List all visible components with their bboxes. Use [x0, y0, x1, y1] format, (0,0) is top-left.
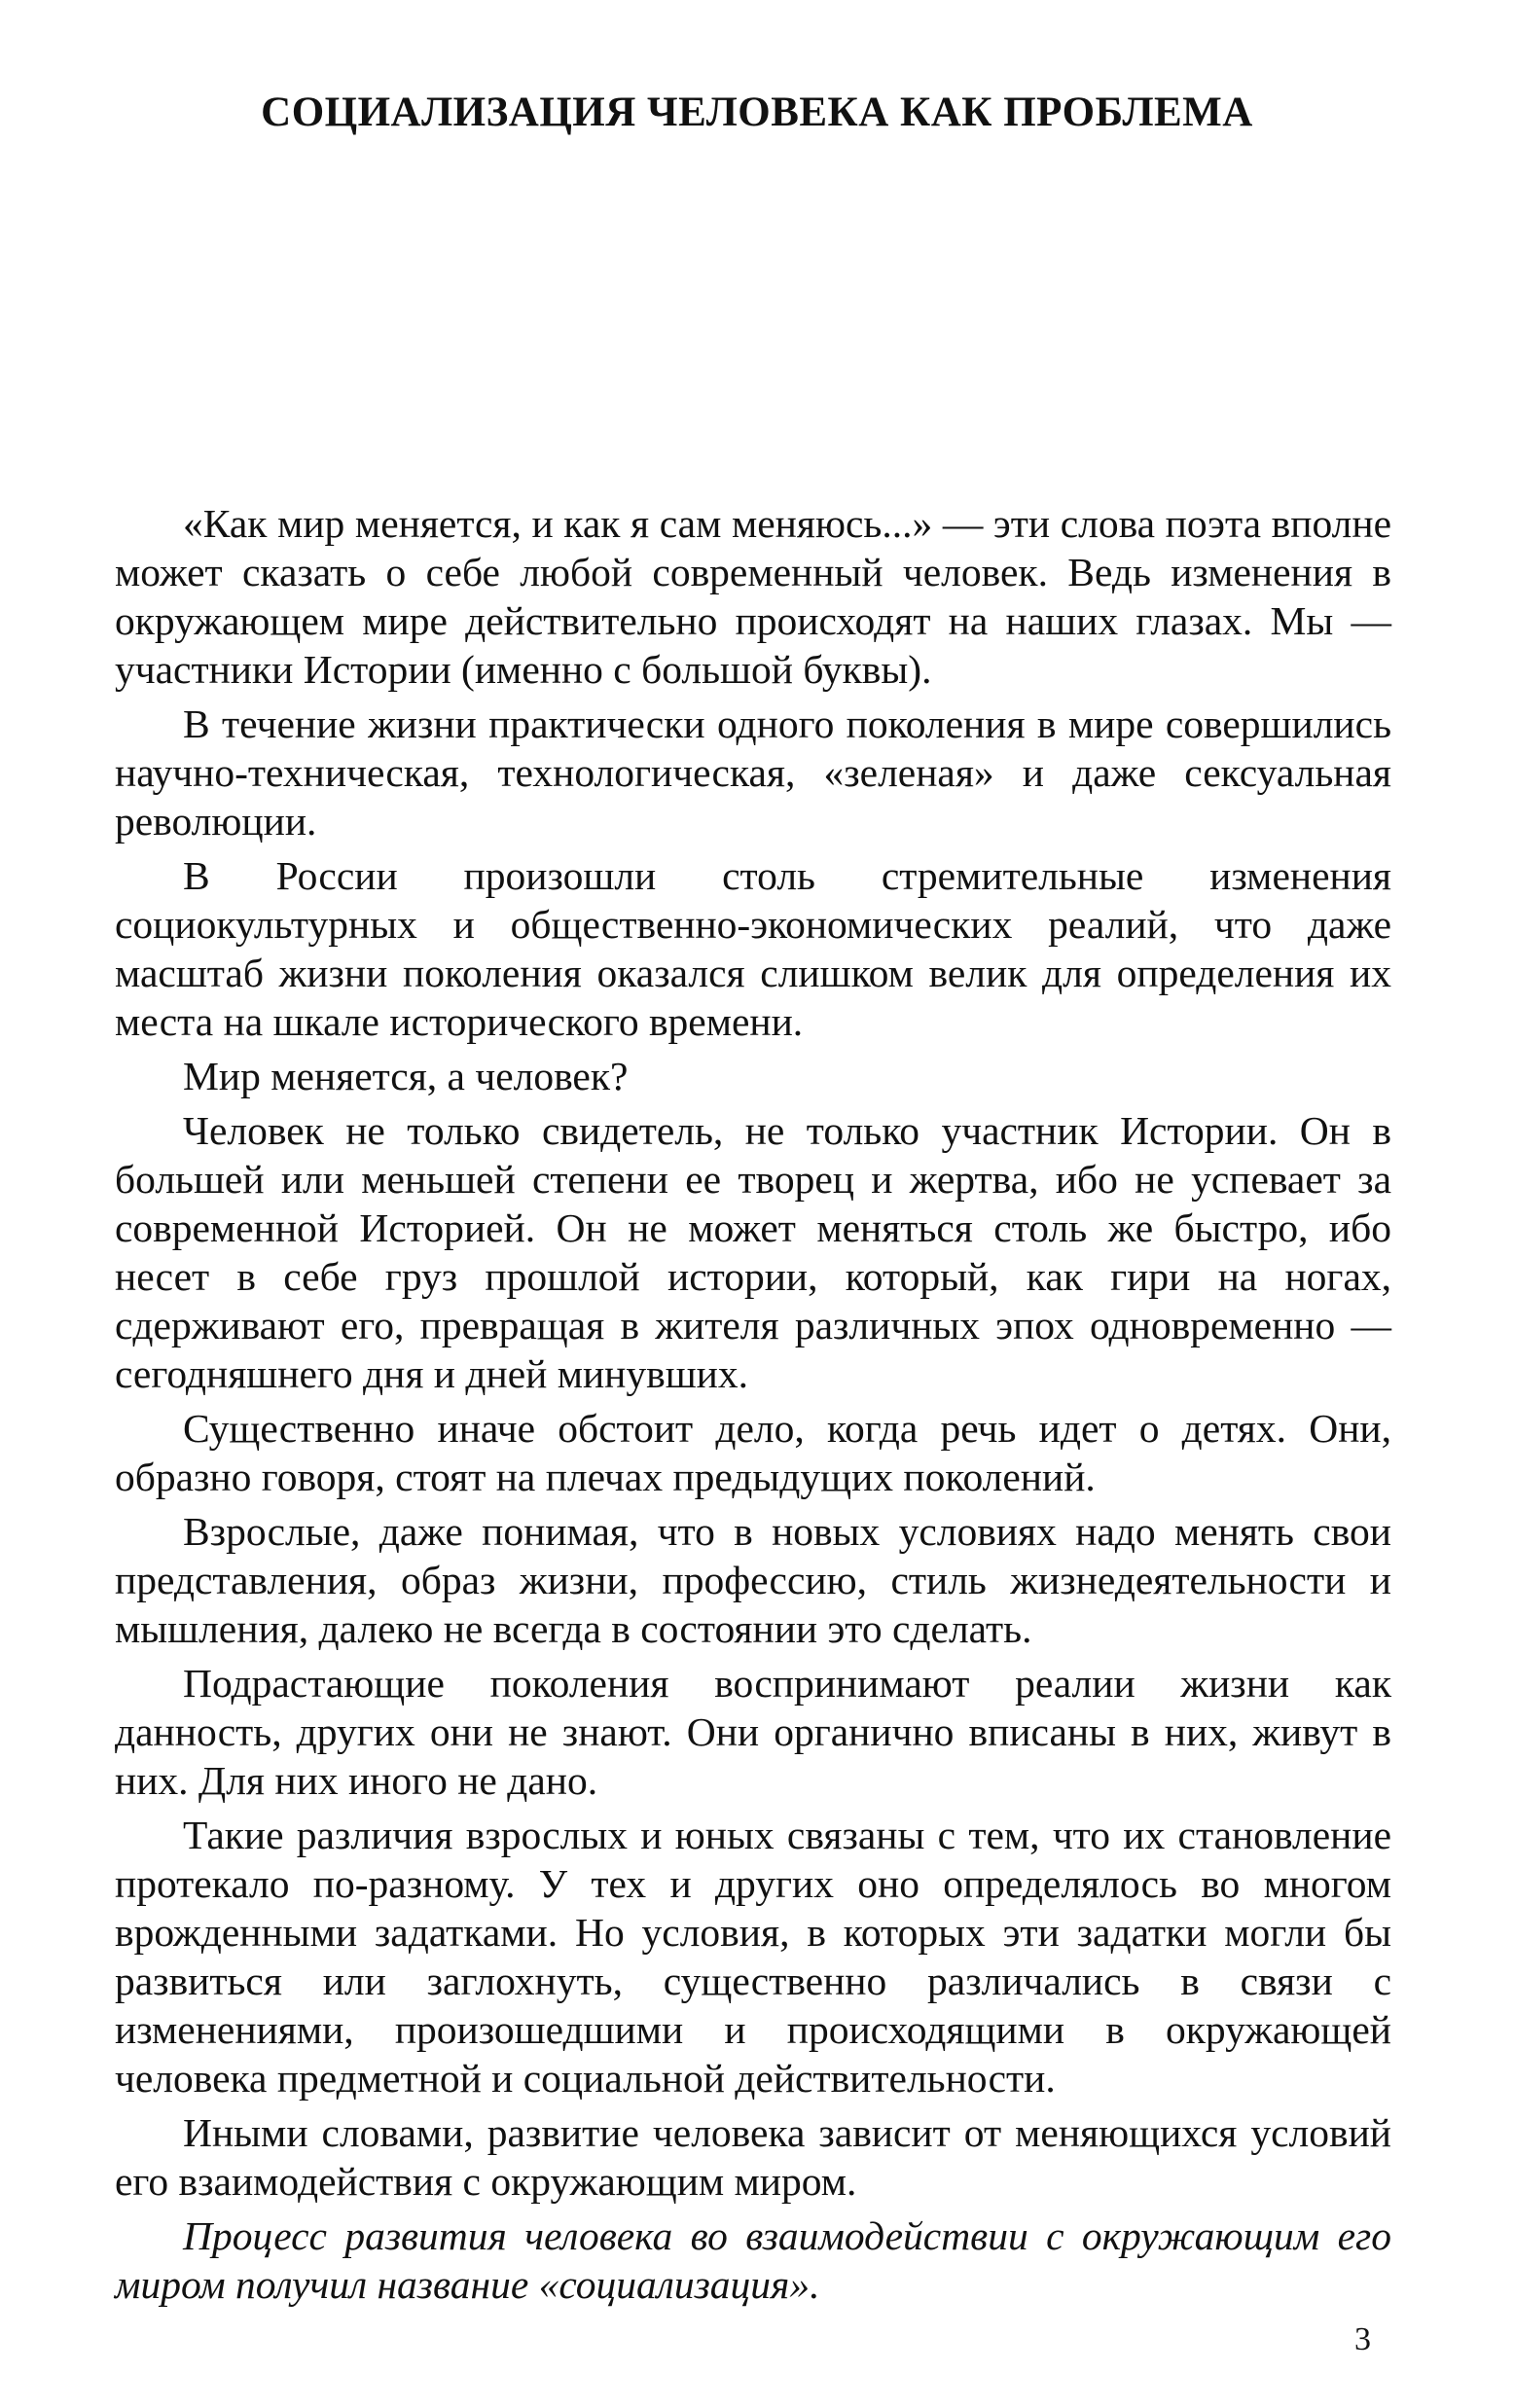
paragraph-2: В течение жизни практически одного поколения в мире совершились научно-техническая, технологическая, «зеленая» и даже сексуальная революции. [115, 701, 1391, 844]
paragraph-10: Иными словами, развитие человека зависит от меняющихся условий его взаимодействия с окружающим миром. [115, 2110, 1391, 2204]
paragraph-7: Взрослые, даже понимая, что в новых условиях надо менять свои представления, образ жизни, профессию, стиль жизнедеятельности и мышления, далеко не всегда в состоянии это сделать. [115, 1509, 1391, 1651]
paragraph-9: Такие различия взрослых и юных связаны с тем, что их становление протекало по-разному. У тех и других оно определялось во многом врожденными задатками. Но условия, в которых эти задатки могли бы развиться или заглохнуть, существенно различались в связи с изменениями, произошедшими и происходящими в окружающей человека предметной и социальной действительности. [115, 1813, 1391, 2101]
paragraph-6: Существенно иначе обстоит дело, когда речь идет о детях. Они, образно говоря, стоят на плечах предыдущих поколений. [115, 1406, 1391, 1499]
italic-definition-paragraph: Процесс развития человека во взаимодействии с окружающим его миром получил название «социализация». [115, 2213, 1391, 2307]
paragraph-4: Мир меняется, а человек? [183, 1054, 629, 1098]
paragraph-5: Человек не только свидетель, не только участник Истории. Он в большей или меньшей степени ее творец и жертва, ибо не успевает за современной Историей. Он не может меняться столь же быстро, ибо несет в себе груз прошлой истории, который, как гири на ногах, сдерживают его, превращая в жителя различных эпох одновременно — сегодняшнего дня и дней минувших. [115, 1108, 1391, 1396]
paragraph-3: В России произошли столь стремительные изменения социокультурных и общественно-экономических реалий, что даже масштаб жизни поколения оказался слишком велик для определения их места на шкале исторического времени. [115, 853, 1391, 1044]
paragraph-1: «Как мир меняется, и как я сам меняюсь...» — эти слова поэта вполне может сказать о себе любой современный человек. Ведь изменения в окружающем мире действительно происходят на наших глазах. Мы — участники Истории (именно с большой буквы). [115, 501, 1391, 692]
chapter-title: СОЦИАЛИЗАЦИЯ ЧЕЛОВЕКА КАК ПРОБЛЕМА [261, 90, 1253, 135]
paragraph-8: Подрастающие поколения воспринимают реалии жизни как данность, других они не знают. Они органично вписаны в них, живут в них. Для них иного не дано. [115, 1661, 1391, 1803]
page-number: 3 [1354, 2321, 1371, 2357]
body-text [115, 499, 1391, 2315]
